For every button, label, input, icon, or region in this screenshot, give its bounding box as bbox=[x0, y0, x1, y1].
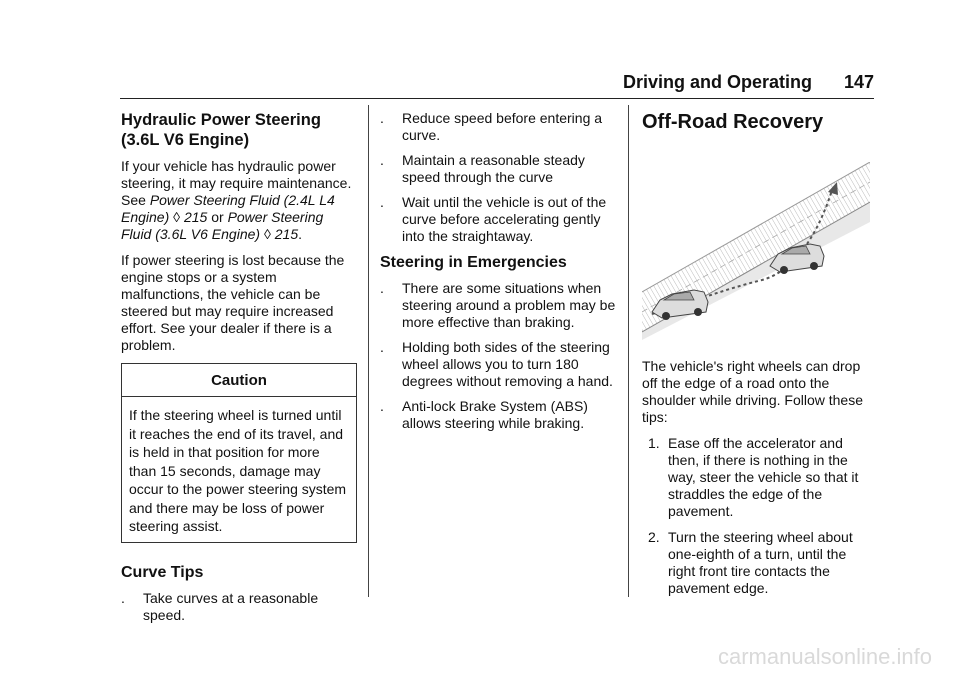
list-item bbox=[380, 194, 620, 245]
bullet-icon: . bbox=[121, 589, 125, 606]
caution-text: If the steering wheel is turned until it reaches the end of its travel, and is held in that position for more than 15 seconds, damage may occur to the power steering system and there may be loss of power steering assist. bbox=[129, 407, 347, 534]
page-ref-1[interactable]: 215 bbox=[183, 209, 208, 225]
emergency-steering-list bbox=[380, 280, 620, 432]
power-steering-link-1[interactable]: Power Steering Fluid (2.4L L4 Engine) bbox=[121, 192, 335, 225]
caution-box bbox=[121, 363, 357, 543]
list-item bbox=[648, 435, 876, 520]
list-item bbox=[121, 590, 357, 624]
page-ref-icon: ◊ bbox=[173, 209, 181, 225]
curve-tips-list-continued bbox=[380, 110, 620, 245]
curve-tips-list bbox=[121, 590, 357, 624]
bullet-text: Reduce speed before entering a curve. bbox=[402, 110, 603, 143]
column-3 bbox=[642, 108, 876, 606]
power-steering-link-2[interactable]: Power Steering Fluid (3.6L V6 Engine) bbox=[121, 209, 324, 242]
bullet-icon: . bbox=[380, 280, 384, 296]
list-item bbox=[648, 529, 876, 597]
step-number: 2. bbox=[648, 529, 660, 545]
bullet-icon: . bbox=[380, 152, 384, 168]
bullet-icon: . bbox=[380, 110, 384, 126]
step-number: 1. bbox=[648, 435, 660, 451]
bullet-text: There are some situations when steering around a problem may be more effective than braking. bbox=[402, 280, 616, 330]
caution-title: Caution bbox=[122, 364, 356, 397]
hydraulic-steering-heading: Hydraulic Power Steering (3.6L V6 Engine) bbox=[121, 111, 321, 149]
off-road-intro: The vehicle's right wheels can drop off the edge of a road onto the shoulder while driving. Follow these tips: bbox=[642, 358, 863, 425]
para-text: or bbox=[207, 209, 228, 225]
bullet-text: Take curves at a reasonable speed. bbox=[143, 589, 319, 623]
bullet-text: Anti-lock Brake System (ABS) allows steering while braking. bbox=[402, 398, 588, 431]
power-loss-paragraph: If power steering is lost because the engine stops or a system malfunctions, the vehicle can be steered but may require increased effort. See your dealer if there is a problem. bbox=[121, 252, 345, 353]
bullet-icon: . bbox=[380, 339, 384, 355]
off-road-steps bbox=[642, 435, 876, 597]
list-item bbox=[380, 152, 620, 186]
step-text: Ease off the accelerator and then, if there is nothing in the way, steer the vehicle so that it straddles the edge of the pavement. bbox=[668, 435, 859, 519]
road-edge bbox=[642, 202, 870, 340]
section-title: Driving and Operating bbox=[622, 72, 812, 92]
emergency-steering-heading: Steering in Emergencies bbox=[380, 254, 567, 271]
step-text: Turn the steering wheel about one-eighth of a turn, until the right front tire contacts the pavement edge. bbox=[668, 529, 853, 596]
hydraulic-steering-paragraph: If your vehicle has hydraulic power steering, it may require maintenance. See Power Steering Fluid (2.4L L4 Engine) ◊ 215 or Power Steering Fluid (3.6L V6 Engine) ◊ 215. bbox=[121, 158, 352, 242]
page-header bbox=[120, 70, 874, 99]
bullet-text: Wait until the vehicle is out of the curve before accelerating gently into the straightaway. bbox=[402, 194, 607, 244]
column-2 bbox=[380, 110, 620, 440]
off-road-recovery-heading: Off-Road Recovery bbox=[642, 111, 824, 133]
bullet-text: Holding both sides of the steering wheel allows you to turn 180 degrees without removing a hand. bbox=[402, 339, 613, 389]
list-item bbox=[380, 339, 620, 390]
curve-tips-heading: Curve Tips bbox=[121, 563, 204, 581]
page-ref-2[interactable]: 215 bbox=[274, 226, 299, 242]
page-number: 147 bbox=[843, 72, 874, 92]
list-item bbox=[380, 398, 620, 432]
bullet-text: Maintain a reasonable steady speed through the curve bbox=[402, 152, 585, 185]
page-ref-icon: ◊ bbox=[263, 226, 271, 242]
watermark: carmanualsonline.info bbox=[717, 644, 932, 669]
para-text: If your vehicle has hydraulic power steering, it may require maintenance. See bbox=[121, 158, 352, 208]
off-road-recovery-illustration bbox=[642, 162, 870, 340]
column-divider-1 bbox=[368, 105, 369, 597]
column-1 bbox=[121, 110, 357, 632]
bullet-icon: . bbox=[380, 398, 384, 414]
column-divider-2 bbox=[628, 105, 629, 597]
bullet-icon: . bbox=[380, 194, 384, 210]
list-item bbox=[380, 110, 620, 144]
list-item bbox=[380, 280, 620, 331]
